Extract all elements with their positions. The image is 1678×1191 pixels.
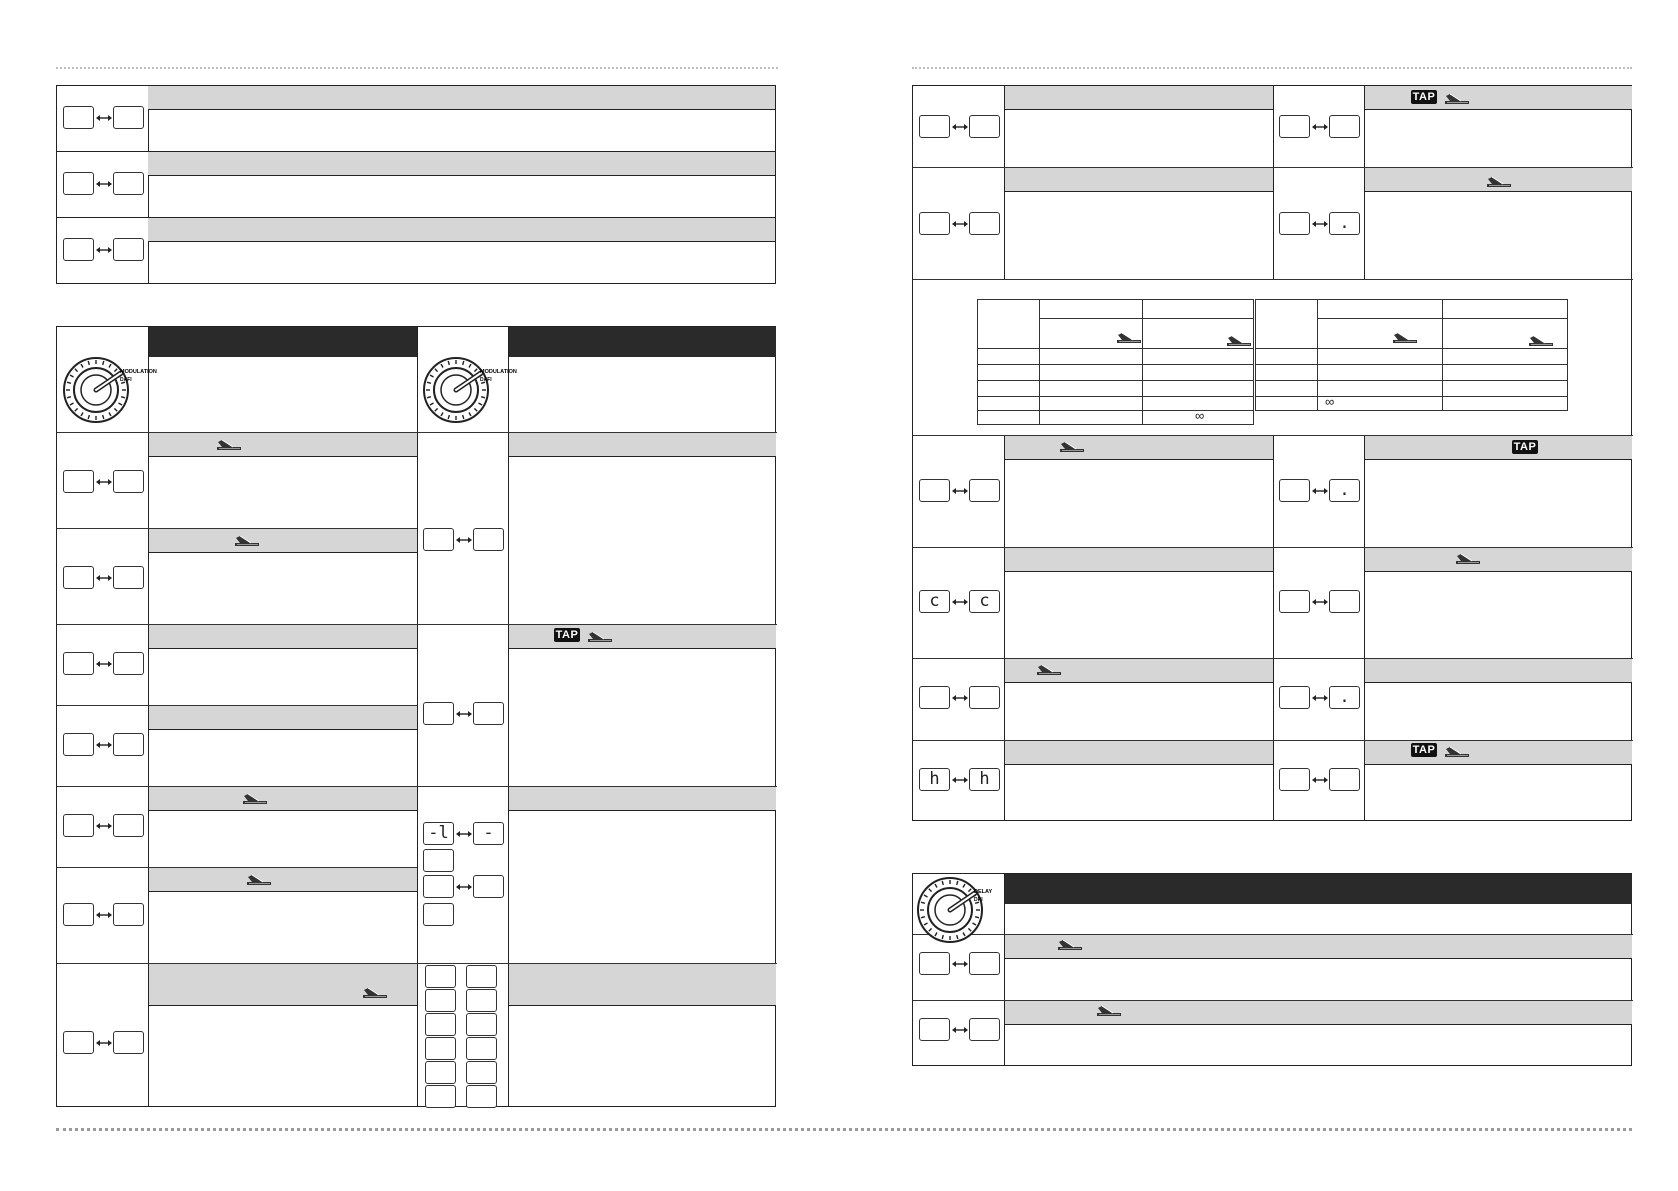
expression-pedal-icon bbox=[1116, 330, 1142, 344]
double-arrow-icon bbox=[952, 598, 968, 606]
double-arrow-icon bbox=[96, 114, 112, 122]
display-char: -l bbox=[428, 823, 449, 843]
expression-pedal-icon bbox=[1036, 662, 1062, 676]
led-display-icon bbox=[466, 1061, 497, 1084]
led-display-icon bbox=[63, 814, 94, 837]
led-display-icon bbox=[425, 1085, 456, 1108]
led-display-icon bbox=[473, 702, 504, 725]
led-display-icon bbox=[425, 1037, 456, 1060]
led-display-icon bbox=[466, 989, 497, 1012]
led-display-icon bbox=[113, 652, 144, 675]
led-display-icon bbox=[969, 1018, 1000, 1041]
tap-badge-icon: TAP bbox=[1513, 441, 1537, 453]
double-arrow-icon bbox=[1312, 123, 1328, 131]
expression-pedal-icon bbox=[246, 872, 272, 886]
expression-pedal-icon bbox=[1486, 174, 1512, 188]
expression-pedal-icon bbox=[234, 533, 260, 547]
display-char: c bbox=[929, 591, 940, 611]
double-arrow-icon bbox=[952, 220, 968, 228]
led-display-icon bbox=[919, 686, 950, 709]
led-display-icon bbox=[1279, 590, 1310, 613]
infinity-mark: ∞ bbox=[1325, 394, 1335, 409]
led-display-icon bbox=[919, 1018, 950, 1041]
led-display-icon bbox=[113, 470, 144, 493]
knob-sublabel: DAFI bbox=[480, 377, 492, 383]
knob-label: DELAY bbox=[974, 889, 993, 895]
led-display-icon bbox=[113, 733, 144, 756]
display-char: . bbox=[1339, 480, 1350, 500]
led-display-icon bbox=[423, 822, 454, 845]
expression-pedal-icon bbox=[587, 629, 613, 643]
led-display-icon bbox=[63, 106, 94, 129]
led-display-icon bbox=[1279, 212, 1310, 235]
led-display-icon bbox=[425, 1061, 456, 1084]
knob-label: MODULATION bbox=[120, 369, 157, 375]
led-display-icon bbox=[423, 849, 454, 872]
led-display-icon bbox=[63, 238, 94, 261]
tap-badge-icon: TAP bbox=[555, 629, 579, 641]
double-arrow-icon bbox=[96, 246, 112, 254]
expression-pedal-icon bbox=[1096, 1003, 1122, 1017]
double-arrow-icon bbox=[96, 822, 112, 830]
led-display-icon bbox=[113, 903, 144, 926]
led-display-icon bbox=[113, 106, 144, 129]
led-display-icon bbox=[63, 652, 94, 675]
led-display-icon bbox=[63, 903, 94, 926]
led-display-icon bbox=[1329, 115, 1360, 138]
display-char: h bbox=[979, 769, 990, 789]
display-char: c bbox=[979, 591, 990, 611]
led-display-icon bbox=[473, 822, 504, 845]
tap-badge-icon: TAP bbox=[1412, 744, 1436, 756]
modulation-knob-icon bbox=[63, 355, 157, 425]
double-arrow-icon bbox=[952, 960, 968, 968]
led-display-icon bbox=[1279, 479, 1310, 502]
led-display-icon bbox=[969, 686, 1000, 709]
double-arrow-icon bbox=[952, 123, 968, 131]
led-display-icon bbox=[969, 115, 1000, 138]
expression-pedal-icon bbox=[1059, 439, 1085, 453]
double-arrow-icon bbox=[96, 660, 112, 668]
expression-pedal-icon bbox=[1392, 330, 1418, 344]
led-display-icon bbox=[423, 528, 454, 551]
knob-sublabel: DRI bbox=[974, 897, 983, 903]
expression-pedal-icon bbox=[1444, 91, 1470, 105]
expression-pedal-icon bbox=[242, 791, 268, 805]
led-display-icon bbox=[113, 172, 144, 195]
led-display-icon bbox=[113, 566, 144, 589]
tap-badge-icon: TAP bbox=[1412, 91, 1436, 103]
led-display-icon bbox=[969, 768, 1000, 791]
expression-pedal-icon bbox=[1057, 937, 1083, 951]
led-display-icon bbox=[1329, 686, 1360, 709]
display-char: h bbox=[929, 769, 940, 789]
led-display-icon bbox=[1329, 479, 1360, 502]
led-display-icon bbox=[473, 528, 504, 551]
display-char: - bbox=[483, 823, 494, 843]
led-display-icon bbox=[919, 212, 950, 235]
led-display-icon bbox=[1279, 115, 1310, 138]
led-display-icon bbox=[1329, 212, 1360, 235]
double-arrow-icon bbox=[96, 741, 112, 749]
led-display-icon bbox=[919, 590, 950, 613]
double-arrow-icon bbox=[1312, 220, 1328, 228]
double-arrow-icon bbox=[1312, 487, 1328, 495]
double-arrow-icon bbox=[952, 694, 968, 702]
modulation-knob-icon bbox=[423, 355, 517, 425]
led-display-icon bbox=[919, 115, 950, 138]
double-arrow-icon bbox=[456, 536, 472, 544]
double-arrow-icon bbox=[96, 1039, 112, 1047]
double-arrow-icon bbox=[96, 911, 112, 919]
led-display-icon bbox=[63, 1031, 94, 1054]
led-display-icon bbox=[919, 768, 950, 791]
display-char: . bbox=[1339, 687, 1350, 707]
led-display-icon bbox=[466, 965, 497, 988]
led-display-icon bbox=[63, 470, 94, 493]
double-arrow-icon bbox=[952, 776, 968, 784]
knob-sublabel: DAFI bbox=[120, 377, 132, 383]
led-display-icon bbox=[423, 875, 454, 898]
double-arrow-icon bbox=[96, 478, 112, 486]
led-display-icon bbox=[1279, 768, 1310, 791]
led-display-icon bbox=[425, 965, 456, 988]
expression-pedal-icon bbox=[216, 437, 242, 451]
expression-pedal-icon bbox=[1444, 744, 1470, 758]
double-arrow-icon bbox=[1312, 598, 1328, 606]
led-display-icon bbox=[1279, 686, 1310, 709]
led-display-icon bbox=[423, 903, 454, 926]
led-display-icon bbox=[423, 702, 454, 725]
led-display-icon bbox=[425, 989, 456, 1012]
double-arrow-icon bbox=[456, 830, 472, 838]
led-display-icon bbox=[113, 814, 144, 837]
led-display-icon bbox=[969, 590, 1000, 613]
led-display-icon bbox=[466, 1085, 497, 1108]
double-arrow-icon bbox=[456, 883, 472, 891]
led-display-icon bbox=[969, 479, 1000, 502]
led-display-icon bbox=[63, 733, 94, 756]
delay-knob-icon bbox=[917, 875, 1007, 945]
infinity-mark: ∞ bbox=[1195, 408, 1205, 423]
led-display-icon bbox=[63, 172, 94, 195]
led-display-icon bbox=[113, 1031, 144, 1054]
led-display-icon bbox=[1329, 590, 1360, 613]
display-char: . bbox=[1339, 213, 1350, 233]
led-display-icon bbox=[1329, 768, 1360, 791]
led-display-icon bbox=[919, 479, 950, 502]
double-arrow-icon bbox=[1312, 694, 1328, 702]
led-display-icon bbox=[969, 952, 1000, 975]
double-arrow-icon bbox=[96, 574, 112, 582]
double-arrow-icon bbox=[952, 1026, 968, 1034]
expression-pedal-icon bbox=[1455, 551, 1481, 565]
led-display-icon bbox=[425, 1013, 456, 1036]
double-arrow-icon bbox=[96, 180, 112, 188]
double-arrow-icon bbox=[952, 487, 968, 495]
expression-pedal-icon bbox=[362, 985, 388, 999]
expression-pedal-icon bbox=[1528, 333, 1554, 347]
expression-pedal-icon bbox=[1226, 333, 1252, 347]
double-arrow-icon bbox=[1312, 776, 1328, 784]
led-display-icon bbox=[113, 238, 144, 261]
knob-label: MODULATION bbox=[480, 369, 517, 375]
led-display-icon bbox=[466, 1013, 497, 1036]
led-display-icon bbox=[969, 212, 1000, 235]
double-arrow-icon bbox=[456, 710, 472, 718]
led-display-icon bbox=[466, 1037, 497, 1060]
led-display-icon bbox=[919, 952, 950, 975]
led-display-icon bbox=[473, 875, 504, 898]
led-display-icon bbox=[63, 566, 94, 589]
